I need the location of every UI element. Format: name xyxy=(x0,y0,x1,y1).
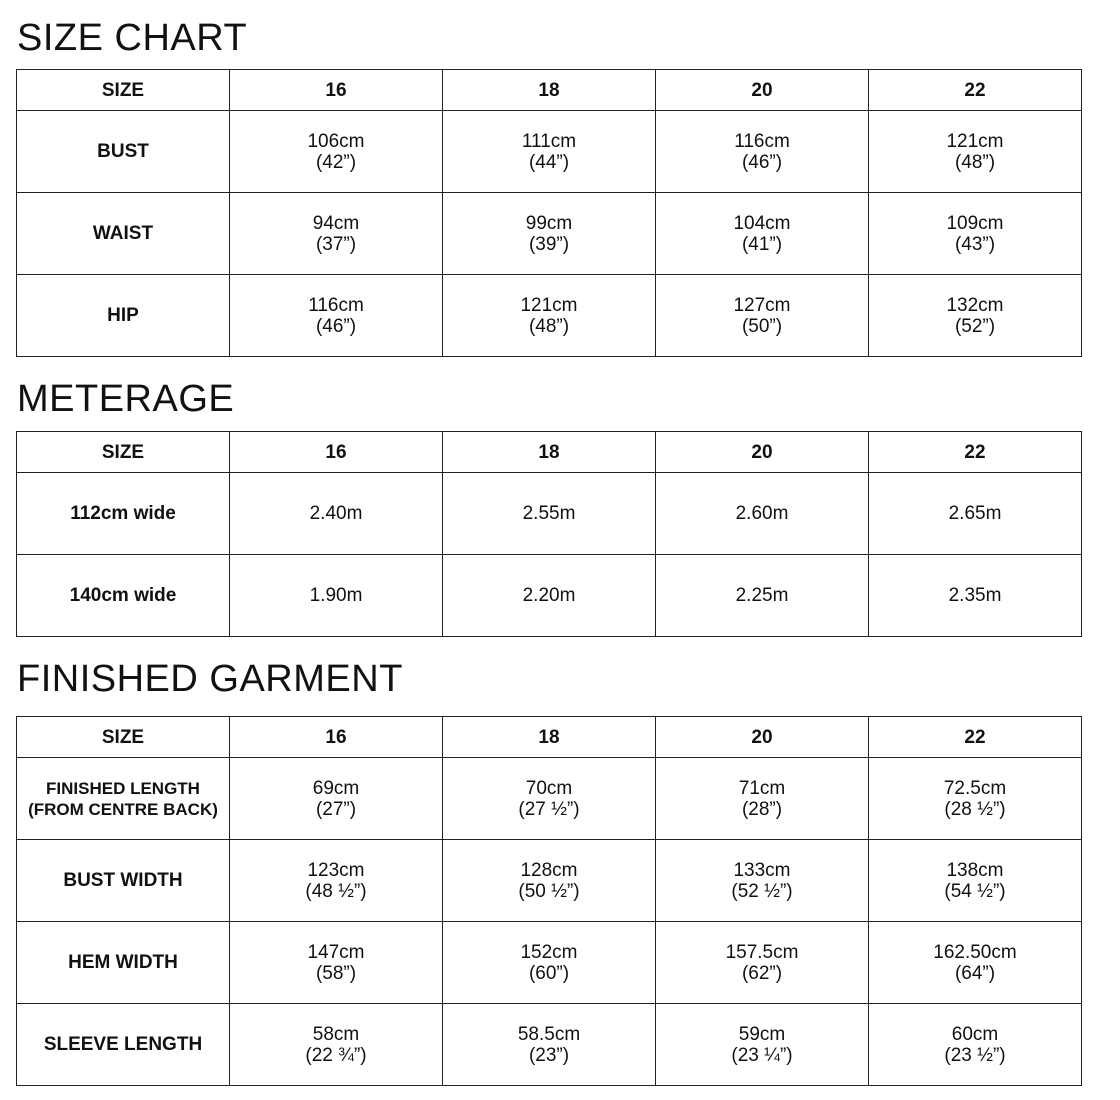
header-cell: 16 xyxy=(230,432,443,473)
table-cell: 138cm (54 ½”) xyxy=(869,840,1082,922)
table-header-row xyxy=(17,717,1082,758)
table-cell: 116cm (46”) xyxy=(230,275,443,357)
header-cell: 20 xyxy=(656,70,869,111)
table-cell: 2.20m xyxy=(443,555,656,637)
table-cell: 71cm (28”) xyxy=(656,758,869,840)
table-cell: 133cm (52 ½”) xyxy=(656,840,869,922)
table-cell: 121cm (48”) xyxy=(443,275,656,357)
row-label: WAIST xyxy=(17,193,230,275)
table-row xyxy=(17,473,1082,555)
table-cell: 132cm (52”) xyxy=(869,275,1082,357)
table-cell: 147cm (58”) xyxy=(230,922,443,1004)
table-row xyxy=(17,275,1082,357)
row-label: HEM WIDTH xyxy=(17,922,230,1004)
finished-garment-title: FINISHED GARMENT xyxy=(17,658,403,700)
row-label: FINISHED LENGTH (FROM CENTRE BACK) xyxy=(17,758,230,840)
table-row xyxy=(17,555,1082,637)
table-cell: 123cm (48 ½”) xyxy=(230,840,443,922)
table-cell: 59cm (23 ¼”) xyxy=(656,1004,869,1086)
size-chart-title: SIZE CHART xyxy=(17,17,248,59)
table-cell: 72.5cm (28 ½”) xyxy=(869,758,1082,840)
table-cell: 2.40m xyxy=(230,473,443,555)
meterage-table xyxy=(16,431,1082,637)
table-cell: 121cm (48”) xyxy=(869,111,1082,193)
header-cell: 20 xyxy=(656,717,869,758)
table-row xyxy=(17,758,1082,840)
header-cell: 18 xyxy=(443,432,656,473)
header-cell: 22 xyxy=(869,717,1082,758)
table-cell: 127cm (50”) xyxy=(656,275,869,357)
row-label: HIP xyxy=(17,275,230,357)
table-row xyxy=(17,193,1082,275)
table-cell: 69cm (27”) xyxy=(230,758,443,840)
table-row xyxy=(17,840,1082,922)
header-cell: 22 xyxy=(869,70,1082,111)
table-cell: 2.65m xyxy=(869,473,1082,555)
table-cell: 1.90m xyxy=(230,555,443,637)
header-cell: 20 xyxy=(656,432,869,473)
table-cell: 116cm (46”) xyxy=(656,111,869,193)
meterage-title: METERAGE xyxy=(17,378,235,420)
table-cell: 58cm (22 ¾”) xyxy=(230,1004,443,1086)
table-row xyxy=(17,922,1082,1004)
size-chart-table xyxy=(16,69,1082,357)
table-cell: 58.5cm (23”) xyxy=(443,1004,656,1086)
table-cell: 60cm (23 ½”) xyxy=(869,1004,1082,1086)
row-label: 140cm wide xyxy=(17,555,230,637)
header-cell: SIZE xyxy=(17,70,230,111)
table-row xyxy=(17,111,1082,193)
header-cell: SIZE xyxy=(17,717,230,758)
table-cell: 162.50cm (64”) xyxy=(869,922,1082,1004)
row-label: BUST xyxy=(17,111,230,193)
header-cell: 18 xyxy=(443,70,656,111)
table-cell: 128cm (50 ½”) xyxy=(443,840,656,922)
table-cell: 104cm (41”) xyxy=(656,193,869,275)
header-cell: 16 xyxy=(230,717,443,758)
header-cell: 22 xyxy=(869,432,1082,473)
table-row xyxy=(17,1004,1082,1086)
table-cell: 99cm (39”) xyxy=(443,193,656,275)
finished-garment-table xyxy=(16,716,1082,1086)
table-header-row xyxy=(17,432,1082,473)
row-label: SLEEVE LENGTH xyxy=(17,1004,230,1086)
table-cell: 2.25m xyxy=(656,555,869,637)
table-cell: 2.60m xyxy=(656,473,869,555)
table-cell: 157.5cm (62”) xyxy=(656,922,869,1004)
header-cell: SIZE xyxy=(17,432,230,473)
row-label: 112cm wide xyxy=(17,473,230,555)
table-cell: 2.55m xyxy=(443,473,656,555)
table-cell: 94cm (37”) xyxy=(230,193,443,275)
table-cell: 2.35m xyxy=(869,555,1082,637)
table-header-row xyxy=(17,70,1082,111)
table-cell: 70cm (27 ½”) xyxy=(443,758,656,840)
table-cell: 111cm (44”) xyxy=(443,111,656,193)
table-cell: 109cm (43”) xyxy=(869,193,1082,275)
row-label: BUST WIDTH xyxy=(17,840,230,922)
table-cell: 152cm (60”) xyxy=(443,922,656,1004)
header-cell: 16 xyxy=(230,70,443,111)
table-cell: 106cm (42”) xyxy=(230,111,443,193)
header-cell: 18 xyxy=(443,717,656,758)
